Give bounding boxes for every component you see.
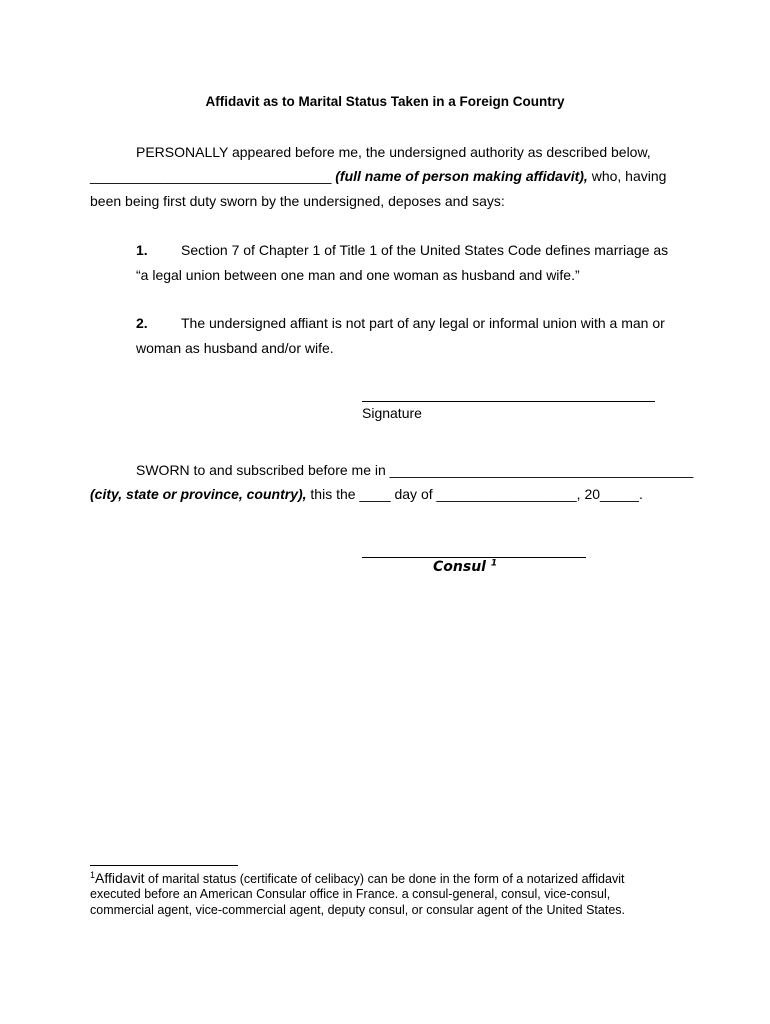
item-1-number: 1. [136,242,148,258]
footnote-separator [90,865,238,866]
name-hint: (full name of person making affidavit), [335,168,588,184]
sworn-line-2 [90,486,643,502]
footnote-marker: 1 [90,869,96,880]
item-1-line-2: “a legal union between one man and one woman as husband and wife.” [136,267,580,283]
footnote-line-1-rest: of marital status (certificate of celibacy) can be done in the form of a notarized affidavit [148,872,625,886]
footnote-first-word: Affidavit [95,870,145,886]
intro-line-3: been being first duty sworn by the undersigned, deposes and says: [90,193,505,209]
consul-label [433,559,497,575]
intro-line-2 [90,168,666,184]
footnote-line-1 [90,870,624,886]
item-2-line-2: woman as husband and/or wife. [136,340,334,356]
document-title: Affidavit as to Marital Status Taken in a Foreign Country [205,94,565,109]
item-2-number: 2. [136,315,148,331]
item-1-line-1: Section 7 of Chapter 1 of Title 1 of the United States Code defines marriage as [181,242,669,258]
footnote-line-3: commercial agent, vice-commercial agent, deputy consul, or consular agent of the United States. [90,903,625,917]
sworn-line-1: SWORN to and subscribed before me in _______________________________________ [136,462,694,478]
signature-label: Signature [362,405,422,421]
item-2-line-1: The undersigned affiant is not part of any legal or informal union with a man or [181,315,665,331]
consul-signature-line [362,557,586,558]
footnote-line-2: executed before an American Consular office in France. a consul-general, consul, vice-consul, [90,887,611,901]
consul-label-text: Consul [433,559,486,575]
consul-footnote-ref: 1 [490,558,498,569]
name-blank: _______________________________ [90,168,332,184]
place-hint: (city, state or province, country), [90,486,307,502]
intro-line-1: PERSONALLY appeared before me, the undersigned authority as described below, [136,144,651,160]
date-text: this the ____ day of __________________, 20_____. [310,486,643,502]
signature-line [362,401,655,402]
who-having-text: who, having [591,168,667,184]
